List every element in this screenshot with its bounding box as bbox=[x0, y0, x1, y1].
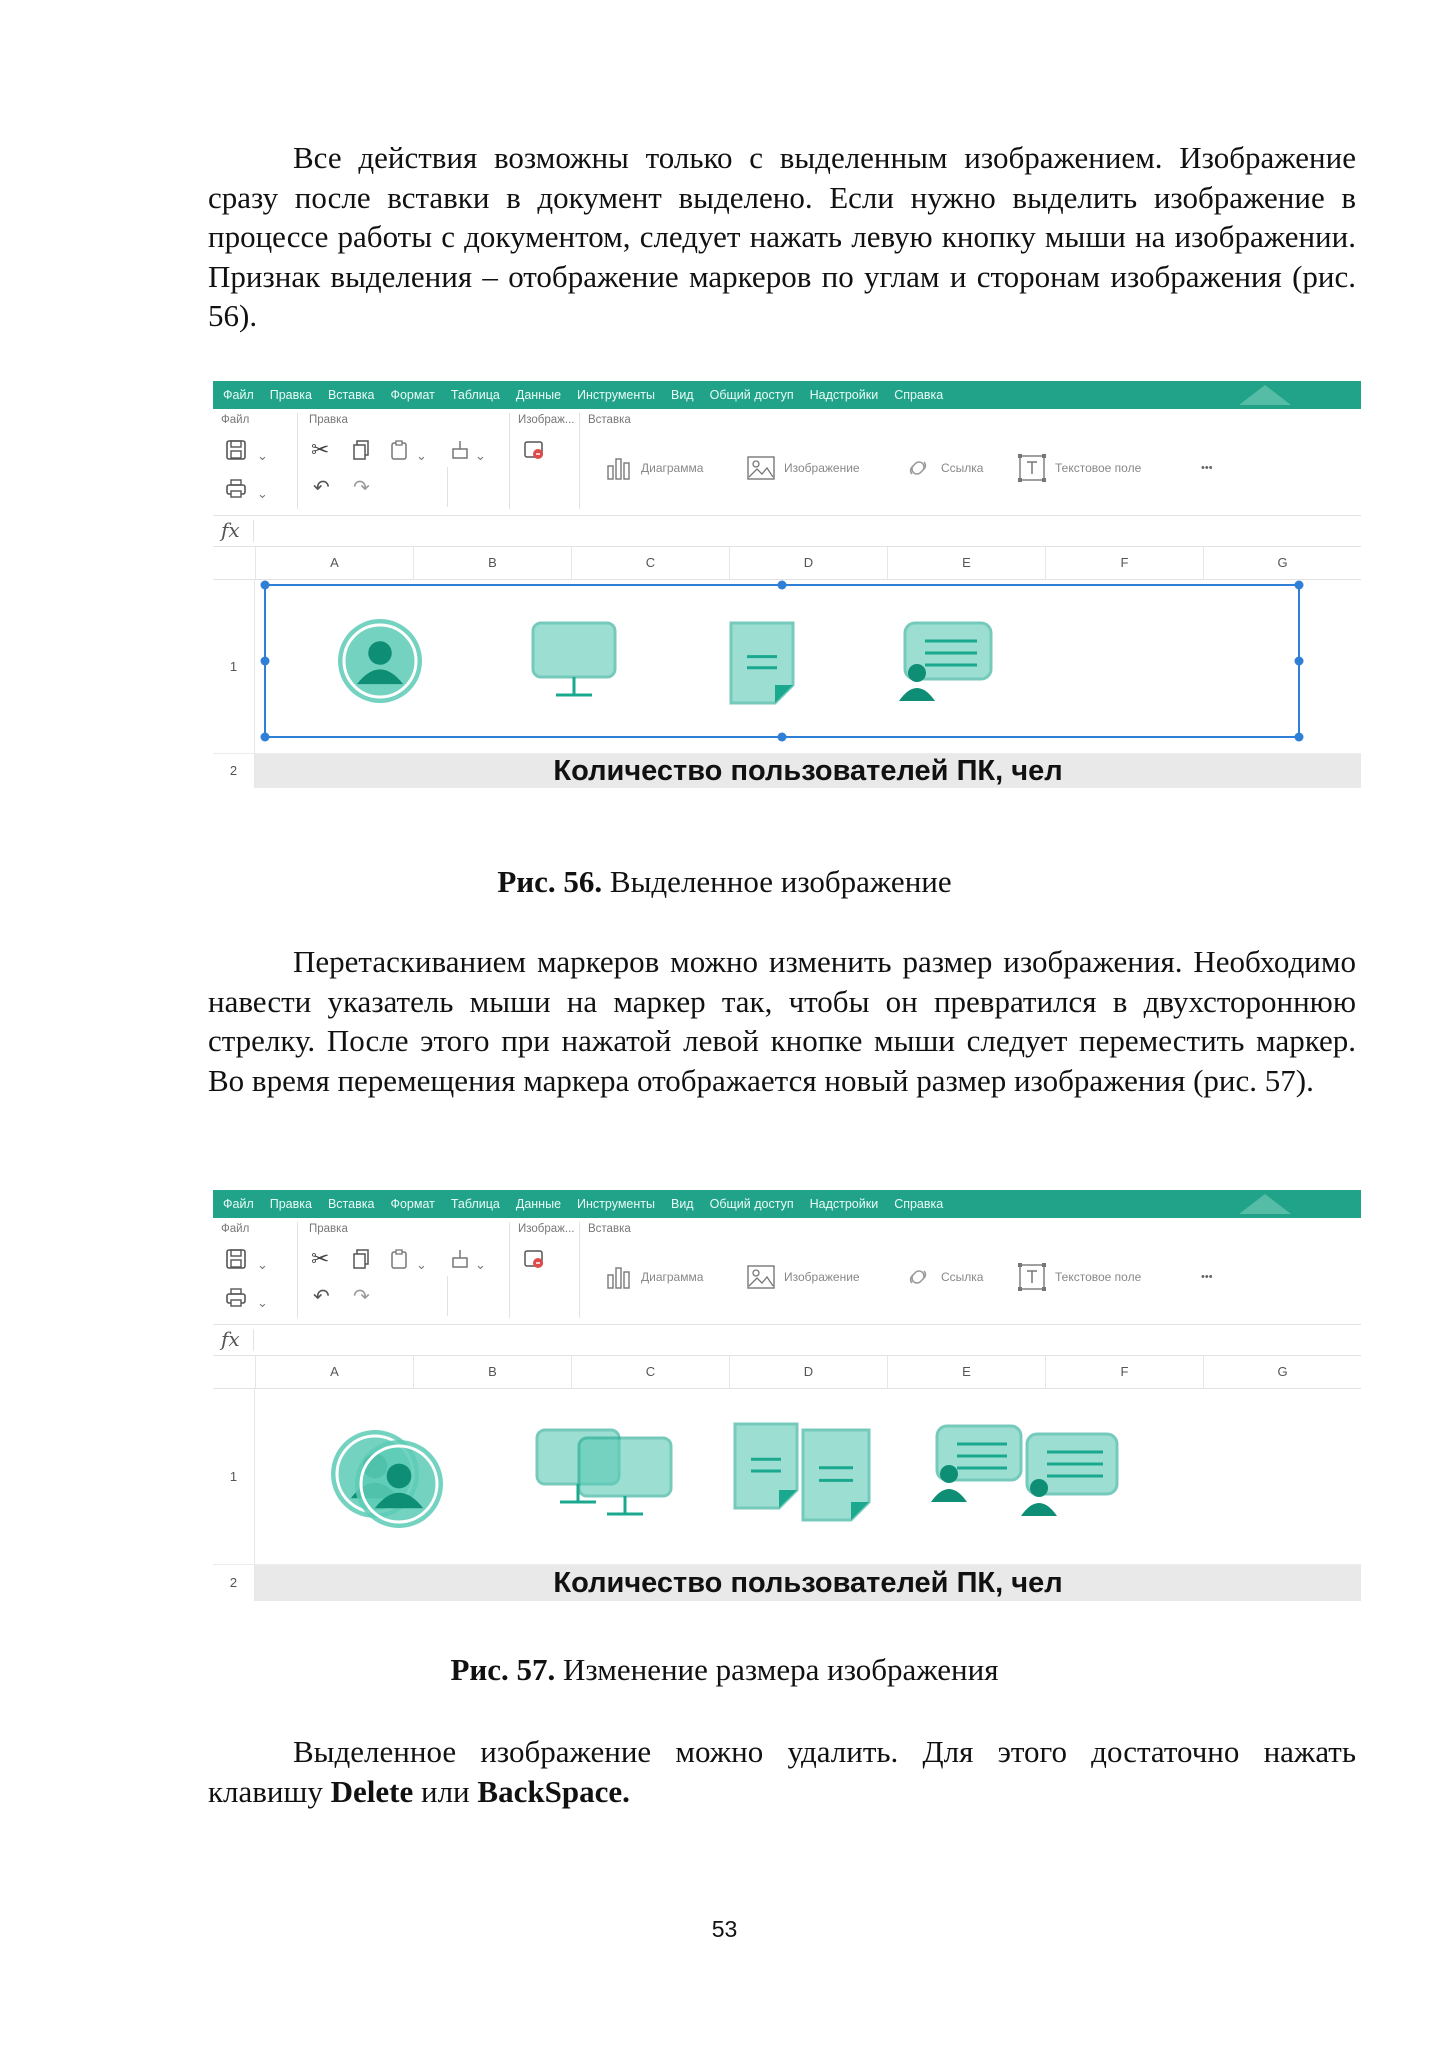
menu-tools[interactable]: Инструменты bbox=[577, 388, 655, 402]
menu-insert[interactable]: Вставка bbox=[327, 1197, 375, 1211]
redo-icon[interactable]: ↷ bbox=[353, 477, 370, 499]
row-header-2[interactable]: 2 bbox=[213, 1565, 255, 1601]
undo-icon[interactable]: ↶ bbox=[313, 477, 330, 499]
formula-bar[interactable] bbox=[213, 516, 1361, 547]
print-icon[interactable] bbox=[225, 477, 247, 503]
ribbon-divider bbox=[579, 1222, 580, 1318]
format-painter-icon[interactable] bbox=[449, 1248, 471, 1274]
paragraph-2: Перетаскиванием маркеров можно изменить размер изображения. Необходимо навести указатель мыши на маркер так, чтобы он превратился в двухстороннюю стрелку. После этого при нажатой левой кнопке мыши следует переместить маркер. Во время перемещения маркера отображается новый размер изображения (рис. 57). bbox=[208, 944, 1356, 1098]
menu-bar bbox=[213, 1190, 1361, 1218]
ribbon-divider bbox=[579, 413, 580, 509]
ribbon-divider bbox=[297, 1222, 298, 1318]
inserted-image[interactable] bbox=[255, 579, 1361, 754]
menu-edit[interactable]: Правка bbox=[269, 388, 312, 402]
picture-icon bbox=[746, 454, 776, 482]
ribbon-divider bbox=[509, 1222, 510, 1318]
formula-icon: fx bbox=[221, 1327, 240, 1351]
row-header-2[interactable]: 2 bbox=[213, 754, 255, 788]
more-button[interactable] bbox=[1193, 453, 1213, 483]
menu-addons[interactable]: Надстройки bbox=[809, 388, 879, 402]
picture-icon bbox=[746, 1263, 776, 1291]
insert-chart-label: Диаграмма bbox=[641, 1270, 704, 1284]
figure-57-title: Изменение размера изображения bbox=[555, 1652, 999, 1687]
insert-link-button[interactable] bbox=[903, 1262, 983, 1292]
paragraph-3-text: Выделенное изображение можно удалить. Для этого достаточно нажать клавишу bbox=[208, 1734, 1356, 1809]
menu-file[interactable]: Файл bbox=[223, 388, 254, 402]
insert-link-label: Ссылка bbox=[941, 461, 984, 475]
resize-handle bbox=[778, 581, 787, 590]
ribbon-divider bbox=[447, 1276, 448, 1316]
figure-56-number: Рис. 56. bbox=[497, 864, 603, 899]
textbox-icon bbox=[1017, 1262, 1047, 1292]
column-header-d[interactable]: D bbox=[729, 1356, 887, 1388]
save-dropdown-icon[interactable]: ⌄ bbox=[257, 1257, 268, 1272]
column-headers bbox=[213, 547, 1361, 580]
collapse-ribbon-icon[interactable] bbox=[1239, 385, 1291, 405]
format-painter-dropdown-icon[interactable]: ⌄ bbox=[475, 448, 486, 463]
resize-handle bbox=[1295, 581, 1304, 590]
monitor-icon bbox=[533, 623, 615, 695]
chart-icon bbox=[605, 454, 633, 482]
grid-line bbox=[213, 1564, 1361, 1565]
document-icon bbox=[803, 1430, 869, 1520]
figure-57-number: Рис. 57. bbox=[450, 1652, 556, 1687]
resize-handle bbox=[778, 733, 787, 742]
column-header-g[interactable]: G bbox=[1203, 1356, 1361, 1388]
cell-title-text: Количество пользователей ПК, чел bbox=[553, 755, 1063, 787]
insert-chart-button[interactable] bbox=[605, 453, 703, 483]
cut-icon[interactable]: ✂ bbox=[311, 1246, 330, 1271]
undo-icon[interactable]: ↶ bbox=[313, 1286, 330, 1308]
figure-56-screenshot bbox=[213, 381, 1361, 826]
insert-textbox-button[interactable] bbox=[1017, 453, 1141, 483]
menu-help[interactable]: Справка bbox=[894, 1197, 944, 1211]
column-header-f[interactable]: F bbox=[1045, 1356, 1203, 1388]
menu-table[interactable]: Таблица bbox=[450, 1197, 500, 1211]
save-icon[interactable] bbox=[225, 439, 247, 465]
column-header-f[interactable]: F bbox=[1045, 547, 1203, 579]
backspace-key: BackSpace. bbox=[477, 1773, 630, 1809]
format-painter-icon[interactable] bbox=[449, 439, 471, 465]
resize-handle bbox=[1295, 733, 1304, 742]
figure-57-caption bbox=[0, 1650, 1449, 1690]
save-icon[interactable] bbox=[225, 1248, 247, 1274]
paste-icon[interactable] bbox=[389, 439, 409, 465]
figure-57-screenshot bbox=[213, 1190, 1361, 1608]
group-label-insert: Вставка bbox=[588, 414, 631, 426]
more-icon: ••• bbox=[1201, 462, 1213, 474]
insert-image-button[interactable] bbox=[746, 1262, 860, 1292]
chart-icon bbox=[605, 1263, 633, 1291]
column-header-c[interactable]: C bbox=[571, 1356, 729, 1388]
menu-sharing[interactable]: Общий доступ bbox=[709, 388, 794, 402]
save-dropdown-icon[interactable]: ⌄ bbox=[257, 448, 268, 463]
column-header-d[interactable]: D bbox=[729, 547, 887, 579]
cut-icon[interactable]: ✂ bbox=[311, 437, 330, 462]
resize-handle bbox=[261, 733, 270, 742]
document-icon bbox=[731, 623, 793, 703]
collapse-ribbon-icon[interactable] bbox=[1239, 1194, 1291, 1214]
formula-icon: fx bbox=[221, 518, 240, 542]
menu-table[interactable]: Таблица bbox=[450, 388, 500, 402]
paste-dropdown-icon[interactable]: ⌄ bbox=[416, 448, 427, 463]
chat-user-icon bbox=[1021, 1434, 1117, 1516]
image-replace-icon[interactable] bbox=[523, 439, 545, 465]
resize-handle bbox=[261, 657, 270, 666]
menu-format[interactable]: Формат bbox=[390, 388, 435, 402]
paste-dropdown-icon[interactable]: ⌄ bbox=[416, 1257, 427, 1272]
insert-textbox-button[interactable] bbox=[1017, 1262, 1141, 1292]
column-header-b[interactable]: B bbox=[413, 1356, 571, 1388]
resize-handle bbox=[1295, 657, 1304, 666]
print-dropdown-icon[interactable]: ⌄ bbox=[257, 486, 268, 501]
column-header-c[interactable]: C bbox=[571, 547, 729, 579]
link-icon bbox=[903, 454, 933, 482]
cell-a2-title[interactable] bbox=[255, 754, 1361, 788]
formula-divider bbox=[253, 520, 254, 542]
ribbon-toolbar bbox=[213, 1218, 1361, 1325]
menu-format[interactable]: Формат bbox=[390, 1197, 435, 1211]
resize-handle bbox=[261, 581, 270, 590]
group-label-image: Изображ... bbox=[518, 1223, 575, 1235]
column-headers bbox=[213, 1356, 1361, 1389]
textbox-icon bbox=[1017, 453, 1047, 483]
chat-user-icon bbox=[931, 1426, 1021, 1502]
paragraph-3 bbox=[208, 1732, 1356, 1811]
row-header-1[interactable]: 1 bbox=[213, 1388, 255, 1565]
paragraph-1: Все действия возможны только с выделенным изображением. Изображение сразу после вставки в документ выделено. Если нужно выделить изображение в процессе работы с документом, следует нажать левую кнопку мыши на изображении. Признак выделения – отображение маркеров по углам и сторонам изображения (рис. 56). bbox=[208, 140, 1356, 333]
group-label-edit: Правка bbox=[309, 414, 348, 426]
inserted-image[interactable] bbox=[255, 1388, 1361, 1565]
ribbon-divider bbox=[297, 413, 298, 509]
column-header-g[interactable]: G bbox=[1203, 547, 1361, 579]
cell-a2-title[interactable] bbox=[255, 1565, 1361, 1601]
ribbon-divider bbox=[447, 467, 448, 507]
grid-line bbox=[213, 753, 1361, 754]
more-button[interactable] bbox=[1193, 1262, 1213, 1292]
group-label-edit: Правка bbox=[309, 1223, 348, 1235]
insert-link-button[interactable] bbox=[903, 453, 983, 483]
paragraph-3-or: или bbox=[413, 1773, 478, 1809]
group-label-insert: Вставка bbox=[588, 1223, 631, 1235]
image-replace-icon[interactable] bbox=[523, 1248, 545, 1274]
column-header-e[interactable]: E bbox=[887, 547, 1045, 579]
group-label-file: Файл bbox=[221, 414, 250, 426]
user-icon bbox=[338, 619, 422, 703]
delete-key: Delete bbox=[330, 1773, 414, 1809]
more-icon: ••• bbox=[1201, 1271, 1213, 1283]
figure-56-caption bbox=[0, 862, 1449, 902]
insert-image-button[interactable] bbox=[746, 453, 860, 483]
menu-bar bbox=[213, 381, 1361, 409]
menu-view[interactable]: Вид bbox=[670, 388, 694, 402]
menu-edit[interactable]: Правка bbox=[269, 1197, 312, 1211]
insert-chart-label: Диаграмма bbox=[641, 461, 704, 475]
document-icon bbox=[735, 1424, 797, 1508]
format-painter-dropdown-icon[interactable]: ⌄ bbox=[475, 1257, 486, 1272]
group-label-image: Изображ... bbox=[518, 414, 575, 426]
formula-divider bbox=[253, 1329, 254, 1351]
print-dropdown-icon[interactable]: ⌄ bbox=[257, 1295, 268, 1310]
row-header-1[interactable]: 1 bbox=[213, 579, 255, 754]
copy-icon[interactable] bbox=[351, 439, 371, 465]
print-icon[interactable] bbox=[225, 1286, 247, 1312]
redo-icon[interactable]: ↷ bbox=[353, 1286, 370, 1308]
ribbon-divider bbox=[509, 413, 510, 509]
menu-data[interactable]: Данные bbox=[515, 388, 562, 402]
ribbon-toolbar bbox=[213, 409, 1361, 516]
column-header-a[interactable]: A bbox=[255, 1356, 413, 1388]
link-icon bbox=[903, 1263, 933, 1291]
menu-insert[interactable]: Вставка bbox=[327, 388, 375, 402]
insert-chart-button[interactable] bbox=[605, 1262, 703, 1292]
page-number: 53 bbox=[711, 1916, 738, 1942]
insert-image-label: Изображение bbox=[784, 1270, 860, 1284]
chat-user-icon bbox=[899, 623, 991, 701]
formula-bar[interactable] bbox=[213, 1325, 1361, 1356]
copy-icon[interactable] bbox=[351, 1248, 371, 1274]
column-header-b[interactable]: B bbox=[413, 547, 571, 579]
menu-help[interactable]: Справка bbox=[894, 388, 944, 402]
figure-56-title: Выделенное изображение bbox=[602, 864, 952, 899]
user-icon bbox=[355, 1440, 443, 1528]
cell-title-text: Количество пользователей ПК, чел bbox=[553, 1567, 1063, 1599]
menu-tools[interactable]: Инструменты bbox=[577, 1197, 655, 1211]
insert-link-label: Ссылка bbox=[941, 1270, 984, 1284]
insert-textbox-label: Текстовое поле bbox=[1055, 461, 1142, 475]
paste-icon[interactable] bbox=[389, 1248, 409, 1274]
column-header-a[interactable]: A bbox=[255, 547, 413, 579]
insert-image-label: Изображение bbox=[784, 461, 860, 475]
menu-data[interactable]: Данные bbox=[515, 1197, 562, 1211]
group-label-file: Файл bbox=[221, 1223, 250, 1235]
menu-file[interactable]: Файл bbox=[223, 1197, 254, 1211]
menu-view[interactable]: Вид bbox=[670, 1197, 694, 1211]
column-header-e[interactable]: E bbox=[887, 1356, 1045, 1388]
insert-textbox-label: Текстовое поле bbox=[1055, 1270, 1142, 1284]
menu-sharing[interactable]: Общий доступ bbox=[709, 1197, 794, 1211]
menu-addons[interactable]: Надстройки bbox=[809, 1197, 879, 1211]
